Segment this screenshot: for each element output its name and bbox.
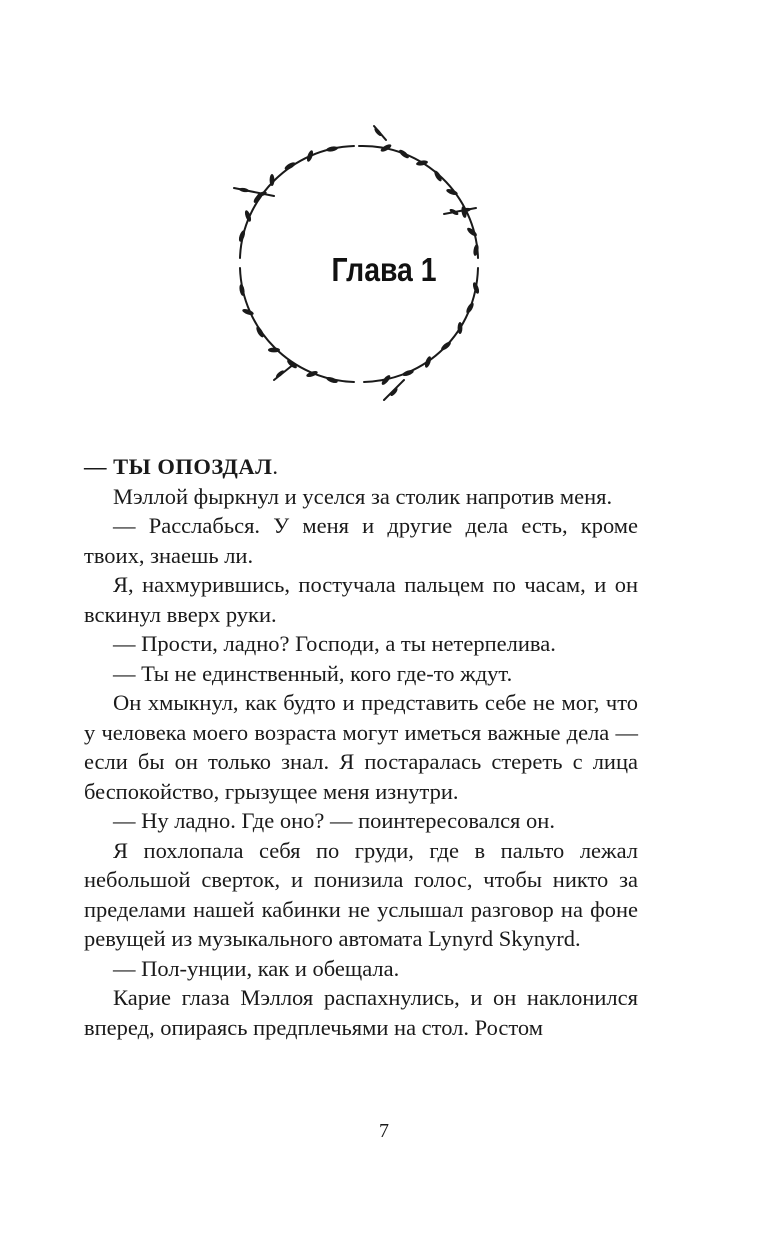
opening-paragraph bbox=[84, 452, 638, 482]
page-number: 7 bbox=[379, 1120, 389, 1142]
paragraph: — Ну ладно. Где оно? — поинтересовался он. bbox=[113, 808, 555, 833]
paragraph: — Прости, ладно? Господи, а ты нетерпелива. bbox=[113, 631, 556, 656]
paragraph: Я, нахмурившись, постучала пальцем по часам, и он вскинул вверх руки. bbox=[84, 572, 638, 627]
body-text bbox=[84, 452, 638, 1042]
paragraph: Он хмыкнул, как будто и представить себе не мог, что у человека моего возраста могут иметься важные дела — если бы он только знал. Я постаралась стереть с лица беспокойство, грызущее меня изнутри. bbox=[84, 690, 638, 804]
paragraph: Я похлопала себя по груди, где в пальто лежал небольшой сверток, и понизила голос, чтобы никто за пределами нашей кабинки не услышал разговор на фоне ревущей из музыкального автомата Lynyrd Skynyrd. bbox=[84, 837, 638, 951]
chapter-title: Глава 1 bbox=[331, 251, 437, 288]
paragraph: Мэллой фыркнул и уселся за столик напротив меня. bbox=[113, 483, 613, 509]
paragraph: — Пол-унции, как и обещала. bbox=[113, 955, 400, 981]
paragraph: Карие глаза Мэллоя распахнулись, и он наклонился вперед, опираясь предплечьями на стол. Ростом bbox=[84, 985, 638, 1040]
opening-caps: — ТЫ ОПОЗДАЛ bbox=[84, 454, 273, 479]
opening-punct: . bbox=[272, 454, 278, 479]
paragraph: — Ты не единственный, кого где-то ждут. bbox=[113, 660, 513, 686]
paragraph: — Расслабься. У меня и другие дела есть, кроме твоих, знаешь ли. bbox=[84, 513, 638, 568]
